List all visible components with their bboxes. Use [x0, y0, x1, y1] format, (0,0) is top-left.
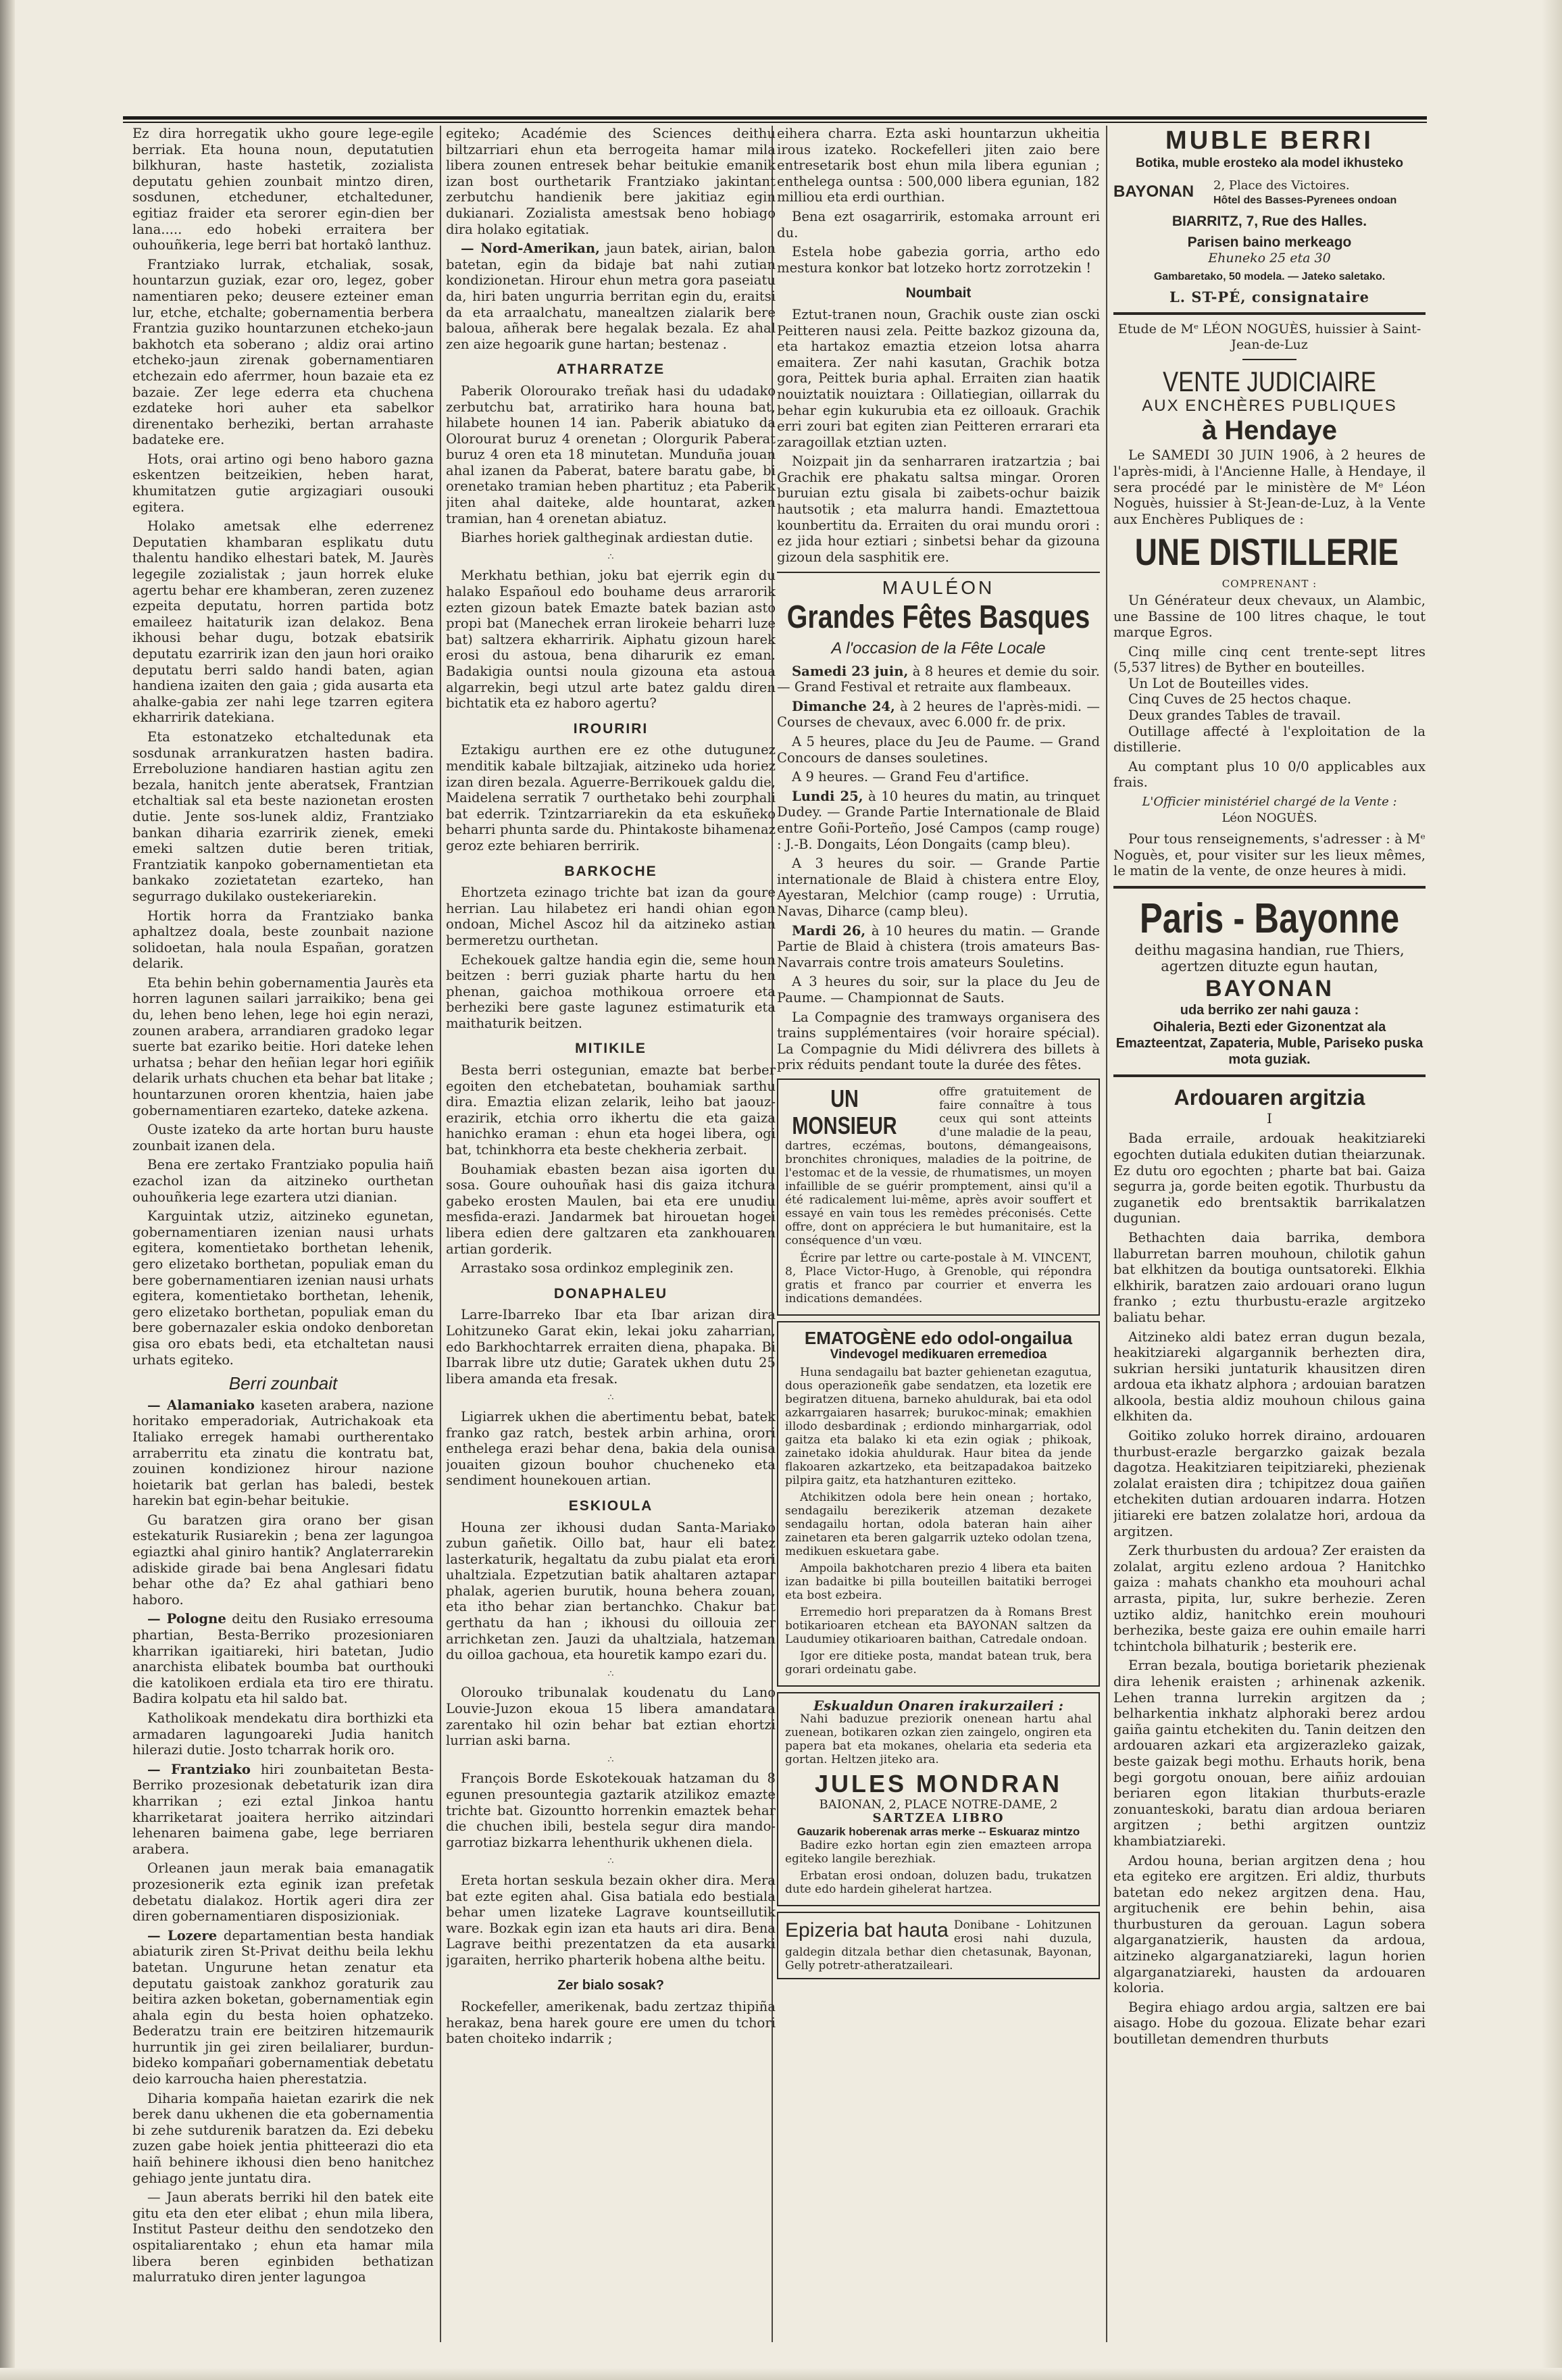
divider [1113, 312, 1426, 315]
paragraph: Bethachten daia barrika, dembora llaburretan barren mouhoun, chilotik gahun bat elkhitzen da boutiga ountsatoreki. Elkhia elkhirik, baratzen zaio ardouari orano lugun franko ; eztu thurbustu-erazle argitzeko baliatu behar. [1113, 1229, 1426, 1325]
epizeria-text: Donibane - Lohitzunen erosi nahi duzula, galdegin ditzala bethar dien chetasunak, Bayonan, Gelly potretr-atheratzaileari. [785, 1918, 1092, 1973]
paragraph: A 3 heures du soir. — Grande Partie internationale de Blaid à chistera entre Eloy, Ayestaran, Melchior (camp rouge) : Urrutia, Navas, Diharce (camp bleu). [777, 856, 1100, 919]
gauzarik-slogan: Gauzarik hoberenak arras merke -- Eskuaraz mintzo [797, 1825, 1080, 1838]
paragraph: Eztut-tranen noun, Grachik ouste zian oscki Peitteren nausi zela. Peitte bazkoz gizouna da, eta hartakoz emaztia etzeion lotsa aharra emaitera. Zer nahi kasutan, Grachik botza gora, Peittek buria aphal. Erraiten zian haatik nouiztatik nouiztara : Oillatiegian, oillarrak du behar egin kukurubia eta ez oilloauk. Grachik erri zouri bat egiten zian Peitteren errarari eta zaragoillak etztian uzten. [777, 306, 1100, 450]
paragraph: A 5 heures, place du Jeu de Paume. — Grand Concours de danses souletines. [777, 734, 1100, 766]
paris-bayonne-title: Paris - Bayonne [1139, 895, 1400, 942]
vente-judiciaire-title: VENTE JUDICIAIRE [1163, 365, 1376, 397]
paragraph: Badire ezko hortan egin zien emazteen arropa egiteko langile berezhiak. [785, 1838, 1092, 1866]
paragraph: Olorouko tribunalak koudenatu du Lano Louvie-Juzon ekoua 15 libera amandatara zarentako hil ozin behar bat eztian ehortzi lurrian aski barna. [446, 1685, 776, 1749]
page-left-edge [0, 0, 15, 2380]
paragraph: Rockefeller, amerikenak, badu zertzaz thipiña herakaz, bena harek goure ere umen du tchori baten choiteko indarrik ; [446, 1999, 776, 2047]
epizeria-title: Epizeria bat hauta [785, 1918, 949, 1941]
column-2 [446, 126, 776, 2339]
gambaretako: Gambaretako, 50 modela. — Jateko saletako. [1153, 271, 1386, 283]
column-1 [132, 126, 434, 2339]
vente-text: Le SAMEDI 30 JUIN 1906, à 2 heures de l'après-midi, à l'Ancienne Halle, à Hendaye, il sera procédé par le ministère de Mᵉ Léon Noguès, huissier à St-Jean-de-Luz, à la Vente aux Enchères Publiques de : [1113, 447, 1426, 527]
paragraph: Estela hobe gabezia gorria, artho edo mestura konkor bat lotzeko hortz zorrotzekin ! [777, 244, 1100, 276]
divider [1113, 886, 1426, 889]
jules-mondran-ad [777, 1692, 1100, 1906]
paragraph: Diharia kompaña haietan ezarirk die nek berek danu ukhenen die eta gobernamentia bi zehe sutdurenik baratzen da. Ezi debeku zuzen gabe hoiek jentia phitteerazi dio eta haiñ behinere ikhousi dien beno hanitchez gehiago jente juntatu dira. [132, 2090, 434, 2186]
paragraph: eihera charra. Ezta aski hountarzun ukheitia irous izateko. Rockefelleri jiten zaio bere entresetarik bost ehun mila libera egunian ; enthelega ountsa : 500,000 libera egunian, 182 milliou eta erdi ourthian. [777, 126, 1100, 205]
column-divider-3 [1106, 126, 1107, 2342]
news-item-text: hiri zounbaitetan Besta-Berriko prozesionak debetaturik izan dira kharrikan ; ezi eztal Jinkoa hantu kharriketarat joaitera herriko aitzindari lehenaren baimena gabe, lege berriaren arabera. [132, 1761, 434, 1857]
paragraph: La Compagnie des tramways organisera des trains supplémentaires (voir horaire spécial). La Compagnie du Midi délivrera des billets à prix réduits pendant toute la durée des fêtes. [777, 1009, 1100, 1073]
column-3 [777, 126, 1100, 2339]
sartzea-libro: SARTZEA LIBRO [872, 1810, 1005, 1825]
page-right-edge [1542, 0, 1562, 2380]
paris-bayonne-bayonan: BAYONAN [1205, 976, 1334, 1002]
event-item [777, 923, 1100, 971]
section-heading-berri: Berri zounbait [228, 1373, 338, 1394]
paragraph: Ampoila bakhotcharen prezio 4 libera eta baiten izan badaitke bi pilla bouteillen baitatiki berrogei eta bost ezbeira. [785, 1561, 1092, 1602]
ardouaren-argitzia-title: Ardouaren argitzia [1174, 1085, 1365, 1110]
ematogene-subtitle: Vindevogel medikuaren erremedioa [830, 1347, 1047, 1362]
paragraph: Bena ere zertako Frantziako populia haiñ ezachol izan da aitzineko ourthetan ouhouñkeria lege ezartera utzi dianian. [132, 1157, 434, 1205]
event-item [777, 664, 1100, 695]
paragraph: Bouhamiak ebasten bezan aisa igorten du sosa. Goure ouhouñak hasi dis gaiza itchura gabeko erosten Maulen, bai eta ere unudiu mesfida-erazi. Jandarmek bat hirouetan hogei libera edien dere galtzaren eta zankhouaren artian gorderik. [446, 1161, 776, 1257]
news-item-text: kaseten arabera, nazione horitako emperadoriak, Autrichakoak eta Italiako erregek hamabi ourtherentako arraberritu eta zinatu die kontratu bat, zouinen kondizionez hirour nazione hoietarik bat gerlan has baledi, bestek harekin bat egin-behar beitukie. [132, 1397, 434, 1509]
ardouaren-argitzia-number: I [1267, 1110, 1272, 1126]
separator-ornament: ∴ [607, 1392, 614, 1404]
comprenant: COMPRENANT : [1221, 578, 1317, 591]
paragraph: Bada erraile, ardouak heakitziareki egochten dutiala edukiten dutian theiarzunak. Ez dutu oro egochten ; pharte bat bai. Gaiza segurra ja, gorde beiten egotik. Thurbustu da zuganetik edo brentsaktik barrikalatzen dugunian. [1113, 1131, 1426, 1226]
paragraph: Besta berri ostegunian, emazte bat berber egoiten den etchebatetan, bouhamiak sarthu dira. Emaztia elizan zelarik, leiho bat jaouz-erazirik, etchia orro ikhertu die eta gaiza hanichko eraman : ehun eta hogei libera, ogi bat, tchinkhorra eta beste chekheria zerbait. [446, 1062, 776, 1158]
monsieur-ad-contact: Écrire par lettre ou carte-postale à M. VINCENT, 8, Place Victor-Hugo, à Grenoble, qui répondra gratis et franco par courrier et enverra les indications demandées. [785, 1251, 1092, 1306]
paris-bayonne-text: deithu magasina handian, rue Thiers, agertzen dituzte egun hautan, [1134, 942, 1405, 974]
event-date: Lundi 25, [792, 788, 863, 804]
etude-noguès: Etude de Mᵉ LÉON NOGUÈS, huissier à Saint-Jean-de-Luz [1117, 321, 1421, 353]
distillerie-title: UNE DISTILLERIE [1134, 530, 1399, 574]
section-heading-irouriri: IROURIRI [573, 720, 649, 737]
parisen-merkeago: Parisen baino merkeago [1187, 234, 1352, 251]
separator-ornament: ∴ [607, 1754, 614, 1765]
paragraph: Atchikitzen odola bere hein onean ; hortako, sendagailu berezikerik atzeman dezakete sendagailu hortan, odola bateran hain aiher zainetaren eta beren galgarrik uzteko odolan tzena, medikuen eskuetara gabe. [785, 1490, 1092, 1558]
paragraph: Ereta hortan seskula bezain okher dira. Mera bat ezte egiten ahal. Gisa batiala edo bestiala behar umen lizateke Lagrave kountseillutik ware. Bozkak egin izan eta hauts ari dira. Bena Lagrave beithi prezentatzen da eta ausarki jgaraiten, herriko pharterik hobena althe beitu. [446, 1872, 776, 1968]
news-item [132, 1397, 434, 1509]
paragraph: Nahi baduzue preziorik onenean hartu ahal zuenean, botikaren ozkan zien zaingelo, ongiren eta papera bat eta mokanes, ohelaria eta sederia eta gortan. Heltzen jiteko ara. [785, 1712, 1092, 1766]
paragraph: egiteko; Académie des Sciences deithu biltzarriari ehun eta berrogeita hamar mila libera zounen entresek behar beitukie emanik izan bost ourthetarik Frantziako jakintant zerbutchu handienik bere jakitiaz egin dukianari. Zozialista amestsak beno hobiago dira holako egitatiak. [446, 126, 776, 237]
muble-berri-ad [1113, 126, 1426, 305]
paragraph: Arrastako sosa ordinkoz empleginik zen. [461, 1260, 734, 1276]
monsieur-ad [777, 1079, 1100, 1316]
separator-ornament: ∴ [607, 1668, 614, 1679]
paragraph: Begira ehiago ardou argia, saltzen ere bai aisago. Hobe du gozoua. Elizate behar ezari boutilletan demendren thurbuts [1113, 1999, 1426, 2048]
encheres-publiques: AUX ENCHÈRES PUBLIQUES [1142, 396, 1397, 415]
section-heading-zer-bialo-sosak: Zer bialo sosak? [557, 1977, 664, 1993]
separator-ornament: ∴ [607, 1856, 614, 1867]
inventory-item: Deux grandes Tables de travail. [1128, 708, 1341, 724]
event-text: à 8 heures et demie du soir. — Grand Festival et retraite aux flambeaux. [777, 663, 1100, 695]
section-heading-eskioula: ESKIOULA [568, 1497, 653, 1514]
news-item-lead: — Pologne [147, 1611, 226, 1627]
paragraph: François Borde Eskotekouak hatzaman du 8 egunen presountegia gaztarik atzilikoz emazte trichte bat. Gizountto horrenkin emaztek behar die chuchen ibili, bestela segur dira mando-garrotiaz bizkarra lehenthurik ukhenen diela. [446, 1770, 776, 1850]
section-heading-noumbait: Noumbait [905, 285, 972, 301]
paragraph: Holako ametsak elhe ederrenez Deputatien khambaran esplikatu dutu thalentu handiko elhestari batek, M. Jaurès legegile zozialistak ; jaun horrek eluke agertu behar ere khamberan, zeren zuzenez ezpeita deputatu, horren partida botz emaileez haitaturik izan delakoz. Bena ikhousi behar dugu, botzak ebatsirik deputatu ezarririk izan den jaun hori oraiko deputatu berri saldo handi baten, agian handiena izaiten den gaia ; gida ausarta eta ahalke-gabia zer nahi lege tzarren egitera ekharririk datekiana. [132, 518, 434, 726]
paragraph: Frantziako lurrak, etchaliak, sosak, hountarzun guziak, ezar oro, legez, gober namentiaren peko; deusere ezteiner eman lur, etche, etchalte; gobernamentia berbera Frantzia guziko hountarzunen etcheko-jaun bakhotch eta soberano ; aldiz orai artino etcheko-jaun zirenak gobernamentiaren etchezain edo aferrmer, houn bazaie eta ez bazaie. Zer lege ederra eta chuchena ezdateke hori auher eta sabelkor direnentako berheziki, bertan arrahaste badateke ere. [132, 256, 434, 448]
paragraph: Hots, orai artino ogi beno haboro gazna eskentzen beitzeikien, heben harat, khumitatzen gutie argizagiari ousouki egitera. [132, 451, 434, 515]
bayonan-address: 2, Place des Victoires. [1213, 178, 1350, 193]
column-4 [1113, 126, 1426, 2339]
paragraph: A 9 heures. — Grand Feu d'artifice. [792, 769, 1030, 785]
event-date: Samedi 23 juin, [792, 663, 909, 679]
divider [1113, 1074, 1426, 1077]
renseignements: Pour tous renseignements, s'adresser : à Mᵉ Noguès, et, pour visiter sur les lieux mêmes, le matin de la vente, de onze heures à midi. [1113, 831, 1426, 879]
monsieur-ad-title: UN MONSIEUR [792, 1085, 897, 1139]
news-item-lead: — Nord-Amerikan, [461, 241, 600, 257]
jules-mondran-address: BAIONAN, 2, PLACE NOTRE-DAME, 2 [819, 1797, 1058, 1812]
news-item [132, 1611, 434, 1707]
paragraph: Huna sendagailu bat bazter gehienetan ezagutua, dous operazioneñk gabe sendatzen, eta lozetik ere begiratzen dituena, barneko ahuldurak, bai eta odol azkarrgaiaren hasarrek; burukoc-minak; emakhien illodo desbardinak ; erdiondo minhargarriak, odol gaitza eta balako ki eta ezin ogiak ; phikoak, zainetako idokia ahuldurak. Haur bitea da jende flakoaren azkartzeko, eta beitzapadakoa baitzeko pilpira gaitz, eta hatzhanturen ezitteko. [785, 1365, 1092, 1487]
inventory-item: Outillage affecté à l'exploitation de la distillerie. [1113, 723, 1426, 755]
event-item [777, 699, 1100, 730]
section-heading-barkoche: BARKOCHE [564, 863, 657, 879]
paragraph: Orleanen jaun merak baia emanagatik prozesionerik ezta eginik izan prefetak debetatu dialakoz. Hortik ageri dira zer diren gobernamentiaren disposizioniak. [132, 1860, 434, 1925]
paragraph: Gu baratzen gira orano ber gisan estekaturik Rusiarekin ; bena zer lagungoa egiaztki ahal giniro hantik? Anglaterrarekin adiskide girade bai bena Anglesari fidatu behar othe da? Ez ahal gathiari beno haboro. [132, 1512, 434, 1608]
paragraph: Ardou houna, berian argitzen dena ; hou eta egiteko ere argitzen. Eri aldiz, thurbuts batetan edo nekez argitzen dena. Hau, argituchenik ere behin behin, aisa thurbusturen da gerouan. Lagun sobera algarganatzierik, hausten da ardoua, aitzineko algarganatziareki, lagun horien algarganatziareki, hausten da ardouaren koloria. [1113, 1852, 1426, 1996]
news-item-text: jaun batek, airian, balon batetan, egin da bidaje bat nahi zutian kondizionetan. Hirour ehun metra gora paseiatu da, hiri baten ungurria berritan egin du, eraitsi da eta arraalchatu, manealtzen zialarik bere baloua, añherak bere hegalak bezala. Ez ahal zen aize hegoarik gune hartan; bestenaz . [446, 241, 776, 352]
news-item-text: deitu den Rusiako erresouma phartian, Besta-Berriko prozesioniaren kharrikan igaitiareki, hiri batetan, Judio anarchista elibatek boumba bat ourthouki die katolikoen erdiala eta tiro ere thiratu. Badira kolpatu eta hil saldo bat. [132, 1611, 434, 1707]
paragraph: Aitzineko aldi batez erran dugun bezala, heakitziareki algargannik berhezten dira, sukrian hersiki juntaturik khausitzen diren ardoua eta ikhatz alphora ; ardouian baratzen alkoola, bestia aldiz mouhoun chilous gaina elkhiten da. [1113, 1329, 1426, 1424]
paragraph: Eta estonatzeko etchaltedunak eta sosdunak arrankuratzen hasten badira. Erreboluzione handiaren hastian agitu zen bezala, hanitch jente aberatsek, Frantzian etchaltiak sal eta beste nazionetan erosten dutie. Jente sos-lunek aldiz, Frantziako bankan diharia ezarririk zienek, emeki emeki saltzen dutie beren tritiak, Frantziatik kanpoko gobernamentietan eta bankako zozietatetan ezarteko, han segurrago dukilako oustekeriarekin. [132, 728, 434, 904]
st-pe-consignataire: L. ST-PÉ, consignataire [1169, 288, 1369, 305]
paragraph: A 3 heures du soir, sur la place du Jeu de Paume. — Championnat de Sauts. [777, 974, 1100, 1006]
paragraph: Ez dira horregatik ukho goure lege-egile berriak. Eta houna noun, deputatutien bilkhuran, haste hastetik, zozialista deputatu gehien zounbait mintzo diren, sosdunen, etcheduner, etchalteduner, egitiaz fraider eta serorer egin-dien ber lana..... edo hobeki erraitera ber ouhouñkeria, lege berri bat hortakô lanthuz. [132, 126, 434, 253]
paragraph: Ouste izateko da arte hortan buru hauste zounbait izanen dela. [132, 1122, 434, 1154]
separator-ornament: ∴ [607, 551, 614, 562]
paragraph: Ligiarrek ukhen die abertimentu bebat, batek franko gaz ratch, bestek arbin arhina, orori enthelega erazi behar dena, bakia dela ounisa jouaiten gizoun bouhor chucheneko eta sendiment hounekouen artian. [446, 1408, 776, 1489]
paragraph: Goitiko zoluko horrek diraino, ardouaren thurbust-erazle bergarzko gaizak bezala dagotza. Heakitziaren teipitziareki, phezienak zolalat eraisten dira ; tchipitzez doua gaiñen etchekiten dutian ardouaren indarra. Hotzen jitiareki ere batzen zolalatze hori, ardoua da argitzen. [1113, 1428, 1426, 1539]
paragraph: Hortik horra da Frantziako banka aphaltzez doala, beste zounbait nazione solidoetan, hala noula Españan, goratzen delarik. [132, 908, 434, 972]
news-item-lead: — Frantziako [147, 1761, 251, 1777]
column-divider-1 [440, 126, 441, 2342]
news-item-lead: — Alamaniako [147, 1397, 255, 1413]
officier-name: Léon NOGUÈS. [1221, 810, 1317, 825]
divider [777, 572, 1100, 573]
inventory-item: Cinq Cuves de 25 hectos chaque. [1128, 691, 1352, 708]
hendaye-heading: à Hendaye [1201, 416, 1338, 446]
paragraph: Bena ezt osagarririk, estomaka arrount eri du. [777, 208, 1100, 241]
event-date: Mardi 26, [792, 922, 866, 939]
inventory-item: Un Lot de Bouteilles vides. [1128, 675, 1309, 691]
paragraph: Paberik Olorourako treñak hasi du udadako zerbutchu bat, arratiriko hara houna bat, hilabete hounen 14 ian. Paberik abiatuko da Olorourat buruz 4 orenetan ; Olorgurik Paberat buruz 4 oren eta 18 minutetan. Munduña jouan ahal izanen da Paberat, batere baratu gabe, bi orenetako tramian heben phartituz ; eta Paberik jiten ahal daiteke, alde hountarat, azken tramian, han 4 orenetan abiatuz. [446, 382, 776, 526]
page-bottom-edge [0, 2368, 1562, 2380]
muble-berri-subtitle: Botika, muble erosteko ala model ikhusteko [1136, 156, 1403, 170]
paragraph: Erran bezala, boutiga borietarik phezienak dira lehenik eraisten ; arhinenak azkenik. Lehen tranna lurrekin argitzen da ; belharkentia inkhatz alphoraki berez ardou gaiña gaintu etchekiten du. Tanin deitzen den ardouaren azkari eta argizerazleko gaizak, beste gaizak begi mothu. Erhauts horik, bena begi gorgotu onouan, bere aiñiz ardouian beriaren egon litakian thurbuts-erazle zonuanteskoki, baratu dian ardoua beriaren argitzen ; bethi argitzen ountziz khambiatziareki. [1113, 1658, 1426, 1849]
paragraph: Igor ere ditieke posta, mandat batean truk, bera gorari ordeinatu gabe. [785, 1649, 1092, 1677]
ehuneko: Ehuneko 25 eta 30 [1208, 250, 1331, 266]
paragraph: Houna zer ikhousi dudan Santa-Mariako zubun gañetik. Oillo bat, haur eli batez lasterkaturik, hegaltatu da zubu pialat eta erori uhaltziala. Ezpetzutian batik ahaltaren aztapar phalak, agerien burutik, houna behera zouan, eta itho behar zian bertanchko. Chakur bat gerthatu da han ; ikhousi du oillouia zer arrichketan zen. Jauzi da uhaltziala, hatzeman du oilloa gachoua, eta houretik kampo ezari du. [446, 1519, 776, 1663]
eskualdun-onaren-heading: Eskualdun Onaren irakurzaileri : [813, 1697, 1063, 1714]
news-item [132, 1762, 434, 1858]
biarritz-address: BIARRITZ, 7, Rue des Halles. [1172, 213, 1367, 229]
inventory-item: Au comptant plus 10 0/0 applicables aux frais. [1113, 758, 1426, 791]
paragraph: Eztakigu aurthen ere ez othe dutugunez menditik kabale biltzajiak, aitzineko uda horiez izan diren bezala. Aguerre-Berrikouek galdu die, Maidelena serratik 7 ourthetako behi zourphali bat ederrik. Tzintzarriarekin da eta eskuñeko beharri phunta sarde du. Phintakoste bihamenaz geroz ezte behiaren berririk. [446, 742, 776, 853]
inventory-item: Cinq mille cinq cent trente-sept litres (5,537 litres) de Byther en bouteilles. [1113, 643, 1426, 676]
paragraph: Merkhatu bethian, joku bat ejerrik egin du halako Españoul edo bouhame deus arrarorik ezten gizoun batek Emazte batek bazian asto propi bat (Manechek erran lirokeie beharri luze bat) saltzera ekharririk. Aiphatu gizoun harek erosi du astoua, bena diharurik ez eman. Badakigia ountsi noula gizouna eta astoua algarrekin, begi utzul arte batez galdu diren bichtatik eta ez haboro agertu? [446, 568, 776, 712]
monsieur-ad-text: offre gratuitement de faire connaître à tous ceux qui sont atteints d'une maladie de la peau, dartres, eczémas, boutons, démangeaisons, bronchites chroniques, maladies de la poitrine, de l'estomac et de la vessie, de rhumatismes, un moyen infaillible de se guérir promptement, ainsi qu'il a été radicalement lui-même, après avoir souffert et essayé en vain tous les remèdes préconisés. Cette offre, dont on appréciera le but humanitaire, est la conséquence d'un vœu. [785, 1085, 1092, 1247]
paris-bayonne-items: Oihaleria, Bezti eder Gizonentzat ala Emazteentzat, Zapateria, Muble, Pariseko puska mota guziak. [1115, 1019, 1424, 1067]
paragraph: Echekouek galtze handia egin die, seme houn beitzen : berri guziak pharte hartu du hen phenan, gaichoa mothikoua orroere eta berheziki bere gaste lagunez estimaturik eta maithaturik beitzen. [446, 951, 776, 1031]
paragraph: Erbatan erosi ondoan, doluzen badu, trukatzen dute edo hardein gihelerat hartzea. [785, 1868, 1092, 1896]
inventory-item: Un Générateur deux chevaux, un Alambic, une Bassine de 100 litres chaque, le tout marque Egros. [1113, 592, 1426, 641]
epizeria-ad [777, 1912, 1100, 1979]
event-text: à 10 heures du matin. — Grande Partie de Blaid à chistera (trois amateurs Bas-Navarrais contre trois amateurs Souletins. [777, 922, 1100, 970]
paragraph: Karguintak utziz, aitzineko egunetan, gobernamentiaren izenian nausi urhats egitera, komentietako borthetan lehenik, gero elizetako borthetan, populiak eman du bere gobernamentiaren izenian nausi urhats egitera, komentietako borthetan, lehenik, gero elizetako borthetan, populiak eman du bere gobernazaler eskia ondoko denboretan gisa oro ebats bedi, eta etchaltetan nausi urhats egiteko. [132, 1208, 434, 1368]
divider-short [1242, 359, 1296, 360]
event-item [777, 789, 1100, 852]
bayonan-label: BAYONAN [1113, 182, 1194, 201]
jules-mondran-name: JULES MONDRAN [814, 1769, 1062, 1798]
top-rule-thin [123, 122, 1427, 123]
paris-bayonne-uda: uda berriko zer nahi gauza : [1180, 1003, 1359, 1018]
top-rule [123, 116, 1427, 120]
mauleon-heading: MAULÉON [882, 577, 995, 599]
paragraph: Biarhes horiek galtheginak ardiestan dutie. [461, 530, 753, 546]
paragraph: Ehortzeta ezinago trichte bat izan da goure herrian. Lau hilabetez eri handi ohian egon ondoan, Michel Ascoz hil da aitzineko astian bermeretzu ourthetan. [446, 885, 776, 948]
event-date: Dimanche 24, [792, 698, 895, 714]
paragraph: Eta behin behin gobernamentia Jaurès eta horren lagunen sailari jarraikiko; bena gei du, lehen beno lehen, lege hoi egin nerazi, zounen arabera, arrandiaren gradoko legar suerte bat ezariko beitie. Hori dateke lehen urhatsa ; behar den heñian legar hori egiñik delarik urhats chuchen eta behar bat litake ; hountarzunen ororen khentzia, haien jabe gobernamentiaren ezarteko, dateke azkena. [132, 974, 434, 1118]
section-heading-donaphaleu: DONAPHALEU [553, 1285, 668, 1301]
news-item-lead: — Lozere [147, 1927, 218, 1943]
fetes-basques-title: Grandes Fêtes Basques [786, 599, 1090, 636]
ematogene-title: EMATOGÈNE edo odol-ongailua [804, 1327, 1073, 1348]
ematogene-ad [777, 1321, 1100, 1687]
bayonan-hotel: Hôtel des Basses-Pyrenees ondoan [1213, 194, 1397, 206]
paragraph: Larre-Ibarreko Ibar eta Ibar arizan dira Lohitzuneko Garat ekin, lekai joku zaharrian, edo Barkhochtarrek erraiten diena, phapaka. Bi Ibarrak libre utz dutie; Garatek ukhen dutu 25 libera amanda eta fresak. [446, 1307, 776, 1387]
fete-locale-subtitle: A l'occasion de la Fête Locale [831, 639, 1046, 658]
event-text: à 2 heures de l'après-midi. — Courses de chevaux, avec 6.000 fr. de prix. [777, 698, 1100, 730]
paragraph: — Jaun aberats berriki hil den batek eite gitu eta den eter elibat ; ehun mila libera, Institut Pasteur deithu den sendotzeko den ospitaliarentako ; ehun eta hamar mila libera beren eginbiden bethatizan malurratuko diren jenter lagungoa [132, 2189, 434, 2285]
paragraph: Noizpait jin da senharraren iratzartzia ; bai Grachik ere phakatu saltsa mingar. Ororen buruian eztu gisala bi zaibets-ochur baizik hautsotik ; eta malurra handi. Emaztettoua kounbertitu da. Erraiten du orai mundu orori : ez jida hour eztiari ; sinbetsi behar da gizouna gizoun dela sasphitik ere. [777, 453, 1100, 565]
event-text: à 10 heures du matin, au trinquet Dudey. — Grande Partie Internationale de Blaid entre Goñi-Porteño, José Campos (camp rouge) : J.-B. Dongaits, Léon Dongaits (camp bleu). [777, 788, 1100, 852]
officier-ministeriel: L'Officier ministériel chargé de la Vente : [1142, 795, 1397, 810]
section-heading-mitikile: MITIKILE [575, 1041, 647, 1057]
paragraph: Erremedio hori preparatzen da à Romans Brest botikarioaren etchean eta BAYONAN saltzen da Laudumiey otikarioaren baithan, Catredale ondoan. [785, 1605, 1092, 1646]
section-heading-atharratze: ATHARRATZE [556, 362, 665, 378]
news-item-text: departamentian besta handiak abiaturik ziren St-Privat deithu beila lekhu batetan. Ungurune hetan zenatur eta deputatu gaistoak zankhoz goraturik zau beitira azken boketan, gobernamentiak egin ahala egin du besta hoien ophatzeko. Bederatzu train ere beitziren hitzemaurik hurruntik jin gei ziren beilaliarer, burdun-bideko kompañari gobernamentiak debetatu deio karroucha haien pherestatzia. [132, 1927, 434, 2087]
muble-berri-title: MUBLE BERRI [1165, 126, 1374, 155]
paragraph: Zerk thurbusten du ardoua? Zer eraisten da zolalat, argitu ezleno ardoua ? Hanitchko gaiza : mahats chankho eta mouhouri achal arrasta, pipita, lur, sukre berhezie. Zeren uztiko aldiz, hanitchko erein mouhouri berhezika, beste gaiza ere ouhin emaile harri tchintchola bilhaturik ; besterik ere. [1113, 1543, 1426, 1654]
paragraph: Katholikoak mendekatu dira borthizki eta armadaren lagungoareki Judia hanitch hilerazi dutie. Josto tcharrak horik oro. [132, 1710, 434, 1758]
news-item [132, 1928, 434, 2087]
news-item [446, 241, 776, 352]
